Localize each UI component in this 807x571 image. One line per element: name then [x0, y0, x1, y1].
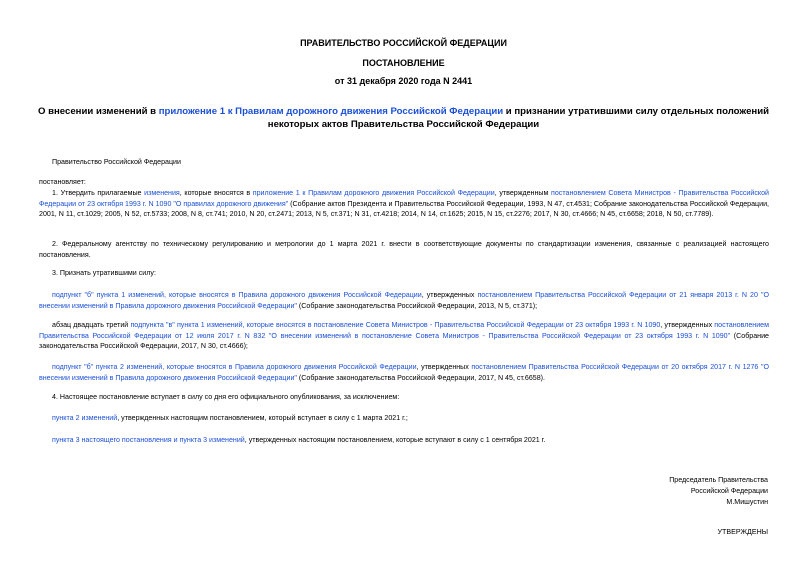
- subitem-1-paragraph: [39, 290, 769, 311]
- title-text: О внесении изменений в: [37, 106, 159, 117]
- text: , утвержденным: [494, 189, 552, 197]
- appendix-link[interactable]: приложение 1 к Правилам дорожного движения Российской Федерации: [252, 189, 495, 197]
- text: , утвержденных: [660, 321, 715, 329]
- resolution-1276-link[interactable]: постановлением Правительства Российской Федерации от 20 октября 2017 г. N 1276 "О внесении изменений в Правила дорожного движения Российской Федерации": [39, 363, 769, 382]
- doc-type-heading: ПОСТАНОВЛЕНИЕ: [362, 58, 445, 68]
- issuer-heading: ПРАВИТЕЛЬСТВО РОССИЙСКОЙ ФЕДЕРАЦИИ: [300, 38, 507, 48]
- date-number-heading: от 31 декабря 2020 года N 2441: [334, 76, 473, 86]
- text: 1. Утвердить прилагаемые: [52, 189, 145, 197]
- title-text-end: и признании утратившими силу отдельных положений некоторых актов Правительства Российской Федерации: [267, 106, 769, 130]
- item-2-paragraph: 2. Федеральному агентству по техническому регулированию и метрологии до 1 марта 2021 г. внести в соответствующие документы по стандартизации изменения, связанные с реализацией настоящего постановления.: [39, 240, 769, 259]
- resolution-20-link[interactable]: постановлением Правительства Российской Федерации от 21 января 2013 г. N 20 "О внесении изменений в Правила дорожного движения Российской Федерации": [39, 291, 769, 310]
- subitem-3-paragraph: [39, 362, 769, 383]
- item-1-paragraph: [39, 188, 769, 220]
- text: (Собрание законодательства Российской Федерации, 2013, N 5, ст.371);: [296, 301, 538, 310]
- exception-2-paragraph: [39, 435, 769, 446]
- title-link[interactable]: приложение 1 к Правилам дорожного движения Российской Федерации: [158, 106, 504, 117]
- resolution-1090-link[interactable]: постановлением Совета Министров - Правительства Российской Федерации от 23 октября 1993 г. N 1090 "О правилах дорожного движения": [39, 189, 769, 208]
- text: , которые вносятся в: [179, 189, 253, 197]
- text: абзац двадцать третий: [52, 321, 131, 329]
- text: (Собрание законодательства Российской Федерации, 2017, N 30, ст.4666);: [39, 331, 769, 350]
- text: (Собрание актов Президента и Правительства Российской Федерации, 1993, N 47, ст.4531; Собрание законодательства Российской Федерации, 2001, N 11, ст.1029; 2005, N 52, ст.5733; 2008, N 8, ст.741; 2010, N 20, ст.2471; 2013, N 5, ст.371; N 31, ст.4218; 2014, N 14, ст.1625; 2015, N 15, ст.2276; 2017, N 30, ст.4666; N 45, ст.6658; 2018, N 50, ст.7789).: [39, 199, 769, 218]
- subitem-v-link[interactable]: подпункта "в" пункта 1 изменений, которые вносятся в постановление Совета Министров - Правительства Российской Федерации от 23 октября 1993 г. N 1090: [130, 321, 661, 329]
- signature-title: Председатель Правительства: [669, 476, 768, 484]
- approved-label: УТВЕРЖДЕНЫ: [717, 528, 768, 536]
- text: , утвержденных настоящим постановлением, которые вступают в силу с 1 сентября 2021 г.: [244, 436, 546, 444]
- signature-organization: Российской Федерации: [690, 487, 768, 495]
- point-2-link[interactable]: пункта 2 изменений: [52, 414, 118, 422]
- text: , утвержденных: [416, 363, 472, 371]
- resolution-832-link[interactable]: постановлением Правительства Российской Федерации от 12 июля 2017 г. N 832 "О внесении изменений в постановление Совета Министров - Правительства Российской Федерации от 23 октября 1993 г. N 1090": [39, 321, 769, 340]
- subitem-b-2-link[interactable]: подпункт "б" пункта 2 изменений, которые вносятся в Правила дорожного движения Российской Федерации: [52, 363, 417, 371]
- text: (Собрание законодательства Российской Федерации, 2017, N 45, ст.6658).: [296, 373, 545, 382]
- document-title: [24, 105, 783, 131]
- decides-paragraph: постановляет:: [39, 178, 86, 186]
- point-3-link[interactable]: пункта 3 настоящего постановления и пункта 3 изменений: [52, 436, 245, 444]
- changes-link[interactable]: изменения: [144, 189, 180, 197]
- item-4-paragraph: 4. Настоящее постановление вступает в силу со дня его официального опубликования, за исключением:: [52, 393, 400, 401]
- subitem-2-paragraph: [39, 320, 769, 352]
- intro-paragraph: Правительство Российской Федерации: [52, 158, 181, 166]
- signature-name: М.Мишустин: [726, 498, 768, 506]
- text: , утвержденных настоящим постановлением, который вступает в силу с 1 марта 2021 г.;: [117, 414, 408, 422]
- subitem-b-link[interactable]: подпункт "б" пункта 1 изменений, которые вносятся в Правила дорожного движения Российской Федерации: [52, 291, 422, 299]
- item-3-paragraph: 3. Признать утратившими силу:: [52, 269, 156, 277]
- text: , утвержденных: [421, 291, 478, 299]
- exception-1-paragraph: [39, 413, 769, 424]
